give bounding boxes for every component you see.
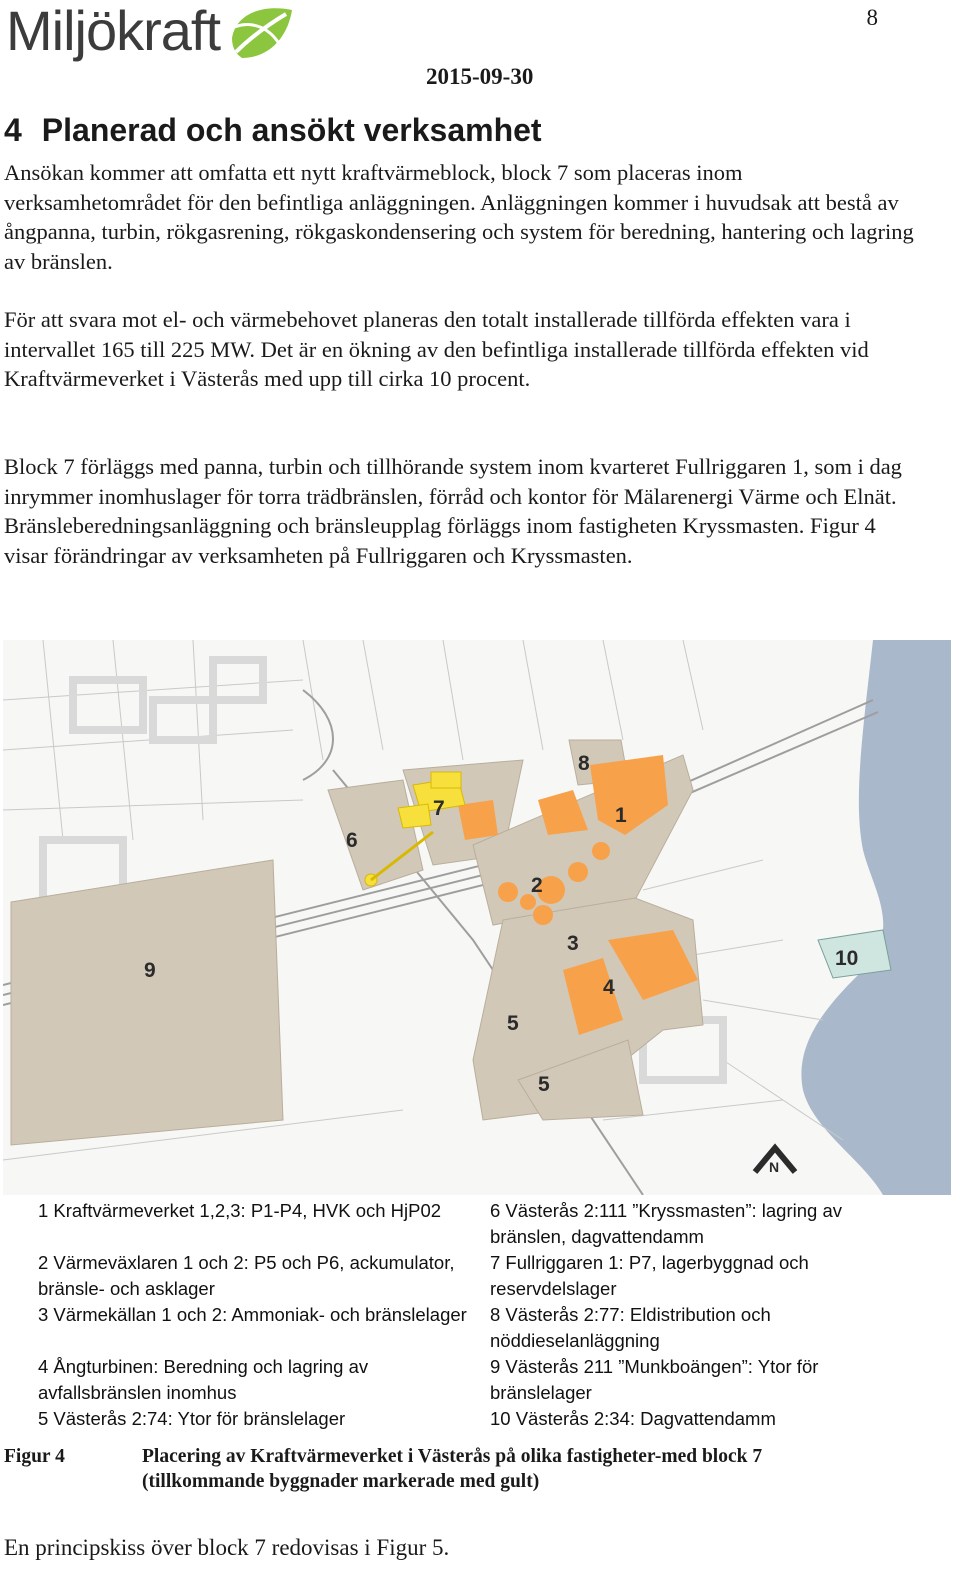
map-label-5a: 5 (507, 1012, 519, 1035)
map-label-4: 4 (603, 976, 615, 999)
paragraph-block7: Block 7 förläggs med panna, turbin och tillhörande system inom kvarteret Fullriggaren 1, som i dag inrymmer inomhuslager för torra trädbränslen, förråd och kontor för Mälarenergi Värme och Elnät. Bränsleberedningsanläggning och bränsleupplag förläggs inom fastigheten Kryssmasten. Figur 4 visar förändringar av verksamheten på Fullriggaren och Kryssmasten. (4, 454, 902, 568)
map-label-10: 10 (835, 947, 859, 970)
miljokraft-logo (6, 0, 302, 68)
legend-item-2: 2 Värmeväxlaren 1 och 2: P5 och P6, ackumulator, bränsle- och asklager (38, 1252, 455, 1299)
map-label-2: 2 (531, 874, 543, 897)
north-label: N (769, 1159, 780, 1175)
legend-item-5: 5 Västerås 2:74: Ytor för bränslelager (38, 1408, 346, 1429)
section-number: 4 (4, 112, 22, 148)
legend-item-1: 1 Kraftvärmeverket 1,2,3: P1-P4, HVK och HjP02 (38, 1200, 442, 1221)
paragraph-application: Ansökan kommer att omfatta ett nytt kraftvärmeblock, block 7 som placeras inom verksamhetområdet för den befintliga anläggningen. Anläggningen kommer i huvudsak att bestå av ångpanna, turbin, rökgasrening, rökgaskondensering och system för beredning, hantering och lagring av bränslen. (4, 160, 914, 274)
legend-item-3: 3 Värmekällan 1 och 2: Ammoniak- och bränslelager (38, 1304, 467, 1325)
map-label-3: 3 (567, 932, 579, 955)
map-label-8: 8 (578, 752, 590, 775)
paragraph-capacity: För att svara mot el- och värmebehovet planeras den totalt installerade tillförda effekten vara i intervallet 165 till 225 MW. Det är en ökning av den befintliga installerade tillförda effekten vid Kraftvärmeverket i Västerås med upp till cirka 10 procent. (4, 307, 869, 391)
legend-item-8: 8 Västerås 2:77: Eldistribution och nöddieselanläggning (490, 1304, 771, 1351)
map-label-9: 9 (144, 959, 156, 982)
map-label-1: 1 (615, 804, 627, 827)
section-title: Planerad och ansökt verksamhet (41, 112, 542, 148)
legend-right-column (490, 1198, 920, 1432)
figure-label: Figur 4 (4, 1446, 65, 1467)
map-label-5b: 5 (538, 1073, 550, 1096)
legend-item-7: 7 Fullriggaren 1: P7, lagerbyggnad och reservdelslager (490, 1252, 809, 1299)
map-label-7: 7 (433, 797, 445, 820)
legend-item-6: 6 Västerås 2:111 ”Kryssmasten”: lagring av bränslen, dagvattendamm (490, 1200, 842, 1247)
paragraph-reference: En principskiss över block 7 redovisas i Figur 5. (4, 1535, 450, 1560)
legend-left-column (38, 1198, 468, 1432)
map-label-6: 6 (346, 829, 358, 852)
page-number: 8 (866, 5, 878, 30)
leaf-icon (222, 2, 302, 64)
logo-text: Miljökraft (6, 0, 221, 62)
section-heading (4, 112, 542, 149)
legend-item-9: 9 Västerås 211 ”Munkboängen”: Ytor för bränslelager (490, 1356, 819, 1403)
site-map (3, 640, 951, 1195)
legend-item-4: 4 Ångturbinen: Beredning och lagring av avfallsbränslen inomhus (38, 1356, 369, 1403)
figure-caption-text: Placering av Kraftvärmeverket i Västerås på olika fastigheter-med block 7 (tillkommande byggnader markerade med gult) (142, 1446, 763, 1492)
document-date: 2015-09-30 (426, 64, 534, 89)
legend-item-10: 10 Västerås 2:34: Dagvattendamm (490, 1408, 776, 1429)
